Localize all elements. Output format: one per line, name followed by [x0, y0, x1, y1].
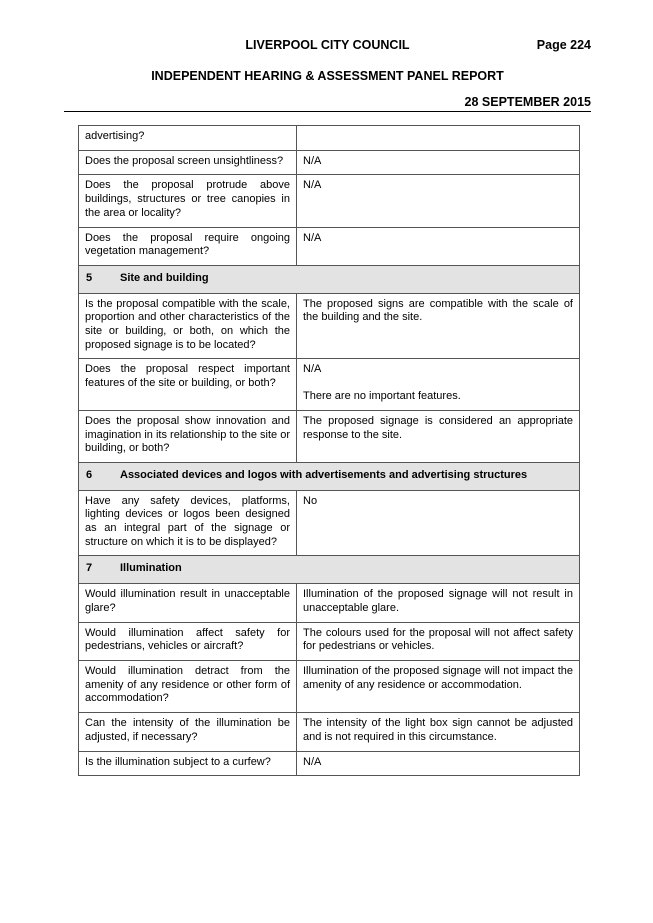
section-title: Site and building	[120, 271, 209, 284]
table-row	[79, 359, 580, 410]
table-row	[79, 150, 580, 175]
section-heading-row	[79, 462, 580, 490]
section-number: 7	[86, 562, 93, 575]
table-row	[79, 490, 580, 556]
answer-cell: N/A	[297, 751, 580, 776]
table-row	[79, 622, 580, 660]
answer-cell: N/A	[297, 175, 580, 227]
section-number: 5	[86, 271, 93, 284]
answer-cell: No	[297, 490, 580, 556]
answer-cell: The intensity of the light box sign cannot be adjusted and is not required in this circumstance.	[297, 713, 580, 751]
question-cell: Does the proposal show innovation and imagination in its relationship to the site or building, or both?	[79, 410, 297, 462]
answer-line: There are no important features.	[303, 390, 461, 403]
answer-cell: Illumination of the proposed signage will not result in unacceptable glare.	[297, 584, 580, 622]
answer-cell: Illumination of the proposed signage will not impact the amenity of any residence or accommodation.	[297, 660, 580, 712]
page-number: Page 224	[536, 38, 591, 52]
section-heading	[79, 265, 580, 293]
table-row	[79, 227, 580, 265]
answer-line: N/A	[303, 363, 322, 376]
question-cell: advertising?	[79, 126, 297, 151]
answer-cell: N/A	[297, 227, 580, 265]
question-cell: Would illumination affect safety for pedestrians, vehicles or aircraft?	[79, 622, 297, 660]
question-cell: Does the proposal screen unsightliness?	[79, 150, 297, 175]
report-title: INDEPENDENT HEARING & ASSESSMENT PANEL REPORT	[151, 69, 504, 83]
section-heading-row	[79, 265, 580, 293]
answer-cell	[297, 359, 580, 410]
question-cell: Is the illumination subject to a curfew?	[79, 751, 297, 776]
answer-cell	[297, 126, 580, 151]
question-cell: Would illumination detract from the amenity of any residence or other form of accommodation?	[79, 660, 297, 712]
table-row	[79, 713, 580, 751]
assessment-table	[78, 125, 580, 776]
table-row	[79, 660, 580, 712]
section-heading	[79, 556, 580, 584]
council-name: LIVERPOOL CITY COUNCIL	[245, 38, 410, 52]
answer-cell: The proposed signs are compatible with the scale of the building and the site.	[297, 293, 580, 359]
table-row	[79, 751, 580, 776]
answer-cell: The proposed signage is considered an appropriate response to the site.	[297, 410, 580, 462]
answer-cell: The colours used for the proposal will not affect safety for pedestrians or vehicles.	[297, 622, 580, 660]
table-row	[79, 584, 580, 622]
table-row	[79, 410, 580, 462]
table-row	[79, 175, 580, 227]
section-number: 6	[86, 468, 93, 481]
question-cell: Does the proposal respect important features of the site or building, or both?	[79, 359, 297, 410]
question-cell: Have any safety devices, platforms, lighting devices or logos been designed as an integral part of the signage or structure on which it is to be displayed?	[79, 490, 297, 556]
question-cell: Would illumination result in unacceptable glare?	[79, 584, 297, 622]
section-title: Associated devices and logos with advertisements and advertising structures	[120, 468, 528, 481]
table-row	[79, 293, 580, 359]
question-cell: Does the proposal require ongoing vegetation management?	[79, 227, 297, 265]
section-heading-row	[79, 556, 580, 584]
report-date: 28 SEPTEMBER 2015	[464, 95, 591, 109]
question-cell: Is the proposal compatible with the scale, proportion and other characteristics of the site or building, or both, on which the proposed signage is to be located?	[79, 293, 297, 359]
answer-cell: N/A	[297, 150, 580, 175]
section-title: Illumination	[120, 562, 182, 575]
question-cell: Can the intensity of the illumination be adjusted, if necessary?	[79, 713, 297, 751]
header-divider	[64, 111, 591, 112]
table-row	[79, 126, 580, 151]
question-cell: Does the proposal protrude above buildings, structures or tree canopies in the area or locality?	[79, 175, 297, 227]
page-header	[64, 38, 591, 54]
section-heading	[79, 462, 580, 490]
